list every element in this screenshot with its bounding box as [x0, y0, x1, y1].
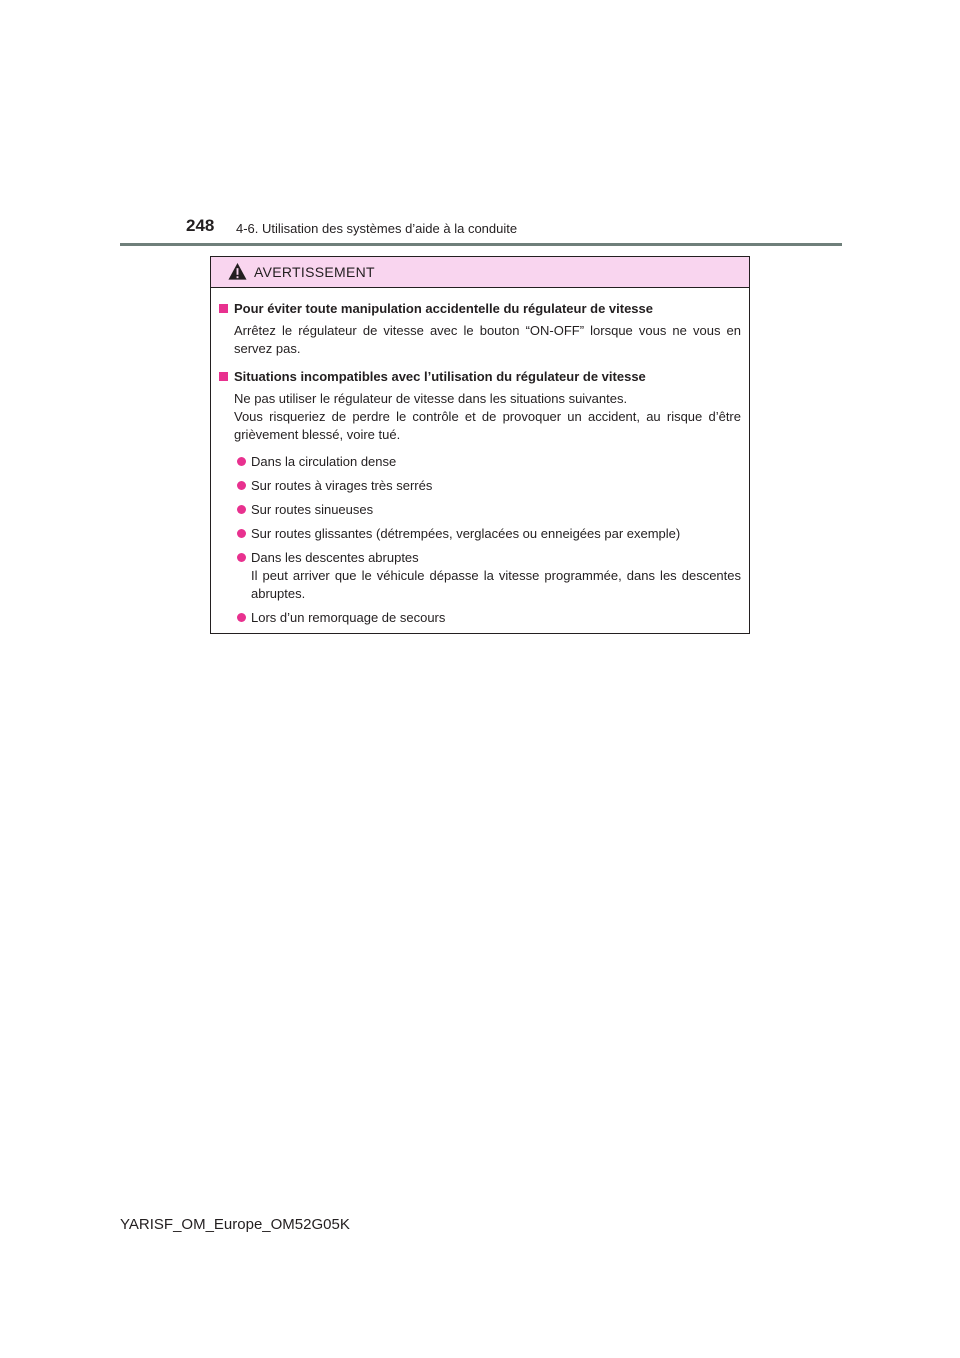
- circle-bullet-icon: [237, 553, 246, 562]
- header-rule: [120, 243, 842, 246]
- list-item: [219, 501, 741, 519]
- paragraph-risk: Vous risqueriez de perdre le contrôle et de provoquer un accident, au risque d’être grièvement blessé, voire tué.: [234, 409, 741, 442]
- list-item-text: Sur routes sinueuses: [251, 502, 374, 517]
- circle-bullet-icon: [237, 613, 246, 622]
- warning-title: AVERTISSEMENT: [254, 264, 375, 280]
- subheading-text: Situations incompatibles avec l’utilisation du régulateur de vitesse: [234, 369, 646, 384]
- warning-triangle-icon: [228, 262, 247, 281]
- list-item: [219, 453, 741, 471]
- circle-bullet-icon: [237, 481, 246, 490]
- paragraph-do-not-use: Ne pas utiliser le régulateur de vitesse dans les situations suivantes.: [234, 391, 628, 406]
- warning-header: [211, 257, 749, 288]
- list-item-text: [251, 549, 741, 603]
- circle-bullet-icon: [237, 529, 246, 538]
- list-item: [219, 525, 741, 543]
- warning-box: [210, 256, 750, 634]
- square-bullet-icon: [219, 304, 228, 313]
- list-item-detail: Il peut arriver que le véhicule dépasse la vitesse programmée, dans les descentes abruptes.: [251, 568, 741, 601]
- square-bullet-icon: [219, 372, 228, 381]
- circle-bullet-icon: [237, 457, 246, 466]
- circle-bullet-icon: [237, 505, 246, 514]
- paragraph-on-off: Arrêtez le régulateur de vitesse avec le bouton “ON-OFF” lorsque vous ne vous en servez pas.: [234, 323, 741, 356]
- document-code: YARISF_OM_Europe_OM52G05K: [120, 1216, 350, 1233]
- list-item-text: Lors d’un remorquage de secours: [251, 610, 446, 625]
- list-item: [219, 549, 741, 603]
- page-number: 248: [186, 216, 215, 235]
- list-item: [219, 477, 741, 495]
- list-item-main: Dans les descentes abruptes: [251, 550, 419, 565]
- list-item: [219, 609, 741, 627]
- list-item-text: Dans la circulation dense: [251, 454, 397, 469]
- list-item-text: Sur routes glissantes (détrempées, verglacées ou enneigées par exemple): [251, 526, 681, 541]
- warning-body: [211, 288, 749, 627]
- list-item-text: Sur routes à virages très serrés: [251, 478, 433, 493]
- subheading-text: Pour éviter toute manipulation accidentelle du régulateur de vitesse: [234, 301, 653, 316]
- subheading-accidental-use: [219, 300, 741, 318]
- subheading-incompatible-situations: [219, 368, 741, 386]
- section-title: 4-6. Utilisation des systèmes d’aide à la conduite: [236, 221, 518, 236]
